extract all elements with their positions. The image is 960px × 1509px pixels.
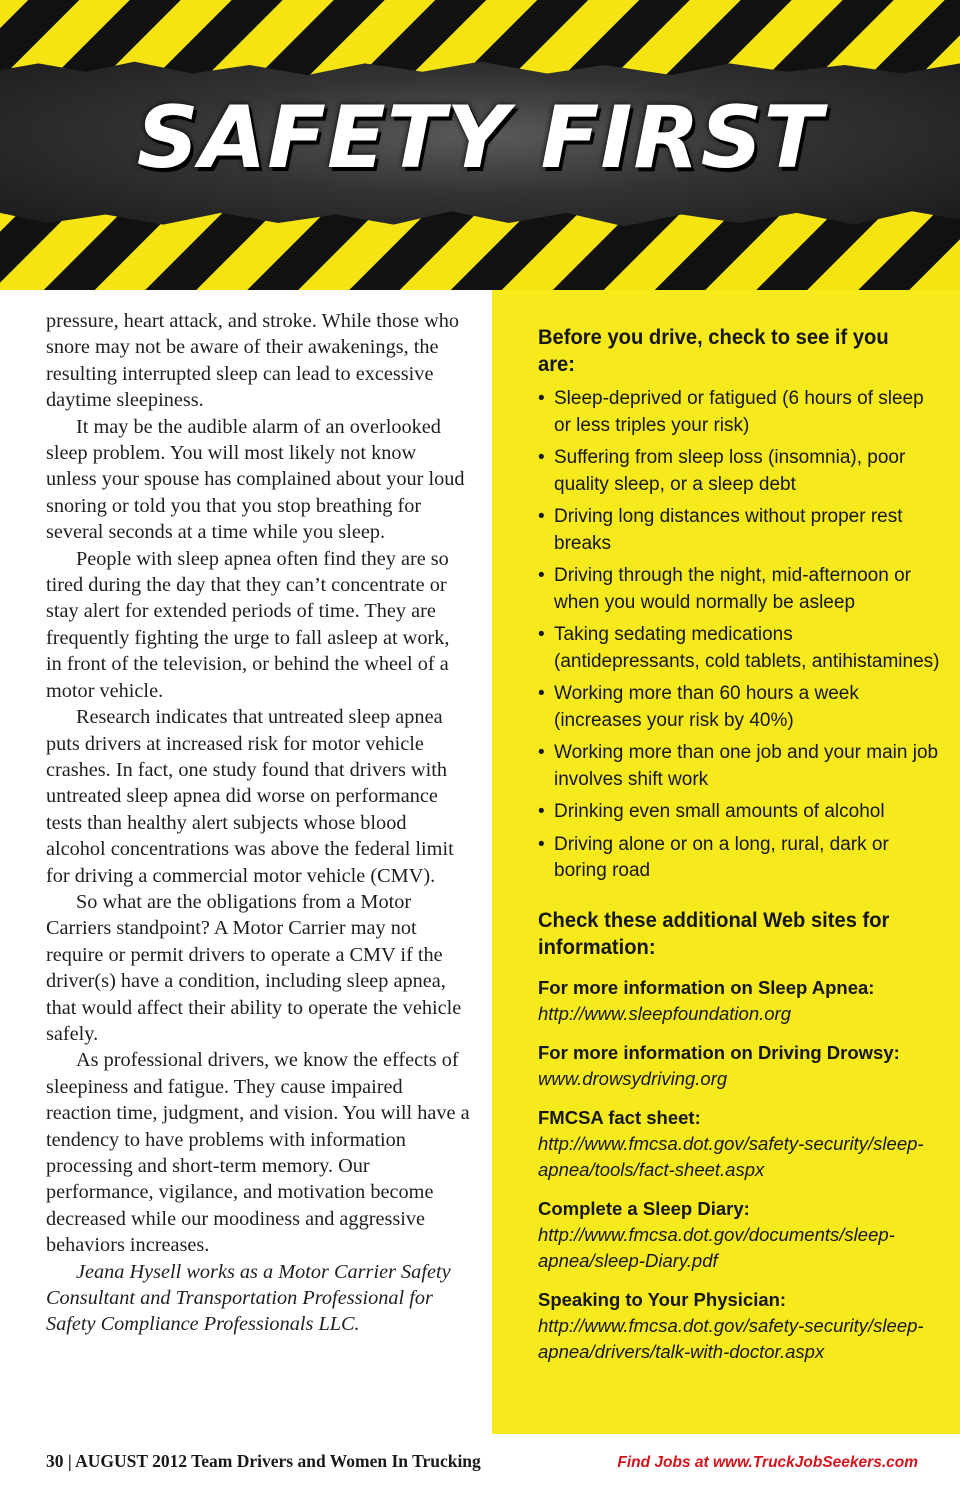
list-item — [538, 799, 942, 826]
list-item-text: Driving long distances without proper rest breaks — [554, 506, 903, 554]
list-item — [538, 563, 942, 616]
list-item-text: Driving alone or on a long, rural, dark or boring road — [554, 833, 889, 881]
list-item-text: Driving through the night, mid-afternoon or when you would normally be asleep — [554, 565, 911, 613]
article-paragraph: Research indicates that untreated sleep apnea puts drivers at increased risk for motor vehicle crashes. In fact, one study found that drivers with untreated sleep apnea did worse on performance tests than healthy alert subjects whose blood alcohol concentrations was above the federal limit for driving a commercial motor vehicle (CMV). — [46, 706, 454, 887]
list-item-text: Suffering from sleep loss (insomnia), poor quality sleep, or a sleep debt — [554, 447, 906, 495]
list-item — [538, 445, 942, 498]
page-footer-folio: 30 | AUGUST 2012 Team Drivers and Women In Trucking — [46, 1451, 481, 1471]
list-item-text: Sleep-deprived or fatigued (6 hours of sleep or less triples your risk) — [554, 388, 924, 436]
resource-entry — [538, 1040, 942, 1092]
bullet-icon: • — [538, 506, 545, 527]
checklist-heading: Before you drive, check to see if you are: — [538, 326, 889, 376]
resource-link[interactable]: http://www.fmcsa.dot.gov/documents/sleep-apnea/sleep-Diary.pdf — [538, 1223, 895, 1271]
article-paragraph: People with sleep apnea often find they are so tired during the day that they can’t concentrate or stay alert for extended periods of time. They are frequently fighting the urge to fall asleep at work, in front of the television, or behind the wheel of a motor vehicle. — [46, 547, 450, 702]
list-item-text: Drinking even small amounts of alcohol — [554, 801, 885, 822]
resource-title: For more information on Sleep Apnea: — [538, 976, 875, 998]
article-paragraph: As professional drivers, we know the effects of sleepiness and fatigue. They cause impaired reaction time, judgment, and vision. You will have a tendency to have problems with information processing and short-term memory. Our performance, vigilance, and motivation become decreased while our moodiness and aggressive behaviors increases. — [46, 1049, 470, 1257]
checklist-sidebar — [492, 290, 960, 1434]
bullet-icon: • — [538, 833, 545, 855]
bullet-icon: • — [538, 801, 545, 822]
resource-entry — [538, 1196, 942, 1274]
bullet-icon: • — [538, 447, 545, 468]
resource-title: For more information on Driving Drowsy: — [538, 1041, 900, 1063]
resource-link[interactable]: http://www.sleepfoundation.org — [538, 1002, 791, 1024]
resource-link[interactable]: www.drowsydriving.org — [538, 1067, 728, 1089]
article-paragraph: pressure, heart attack, and stroke. While those who snore may not be aware of their awakenings, the resulting interrupted sleep can lead to excessive daytime sleepiness. — [46, 310, 460, 412]
resource-link[interactable]: http://www.fmcsa.dot.gov/safety-security/sleep-apnea/drivers/talk-with-doctor.aspx — [538, 1314, 924, 1362]
list-item-text: Working more than 60 hours a week (increases your risk by 40%) — [554, 683, 859, 731]
bullet-icon: • — [538, 683, 545, 704]
page-title: SAFETY FIRST — [136, 88, 824, 188]
article-body — [46, 308, 470, 1338]
resources-heading: Check these additional Web sites for information: — [538, 908, 890, 959]
list-item — [538, 504, 942, 557]
footer-promo-link[interactable]: Find Jobs at www.TruckJobSeekers.com — [617, 1454, 918, 1471]
list-item — [538, 832, 942, 885]
bullet-icon: • — [538, 742, 545, 763]
article-paragraph: So what are the obligations from a Motor Carriers standpoint? A Motor Carrier may not require or permit drivers to operate a CMV if the driver(s) have a condition, including sleep apnea, that would affect their ability to operate the vehicle safely. — [46, 890, 462, 1045]
bullet-icon: • — [538, 388, 545, 409]
resource-title: FMCSA fact sheet: — [538, 1106, 701, 1128]
hazard-stripe-banner — [0, 0, 960, 290]
list-item — [538, 622, 942, 675]
article-paragraph: It may be the audible alarm of an overlooked sleep problem. You will most likely not know unless your spouse has complained about your loud snoring or told you that you stop breathing for several seconds at a time while you sleep. — [46, 415, 465, 544]
resource-title: Speaking to Your Physician: — [538, 1288, 787, 1310]
list-item — [538, 740, 942, 793]
list-item-text: Working more than one job and your main job involves shift work — [554, 742, 939, 790]
list-item — [538, 681, 942, 734]
list-item-text: Taking sedating medications (antidepressants, cold tablets, antihistamines) — [554, 624, 940, 672]
bullet-icon: • — [538, 624, 545, 645]
resource-entry — [538, 1287, 942, 1365]
resource-link[interactable]: http://www.fmcsa.dot.gov/safety-security/sleep-apnea/tools/fact-sheet.aspx — [538, 1132, 924, 1180]
author-byline: Jeana Hysell works as a Motor Carrier Safety Consultant and Transportation Professional for Safety Compliance Professionals LLC. — [46, 1260, 451, 1336]
resource-title: Complete a Sleep Diary: — [538, 1197, 750, 1219]
resource-entry — [538, 1105, 942, 1183]
bullet-icon: • — [538, 565, 545, 586]
list-item — [538, 386, 942, 439]
resource-entry — [538, 975, 942, 1027]
checklist — [538, 386, 942, 885]
